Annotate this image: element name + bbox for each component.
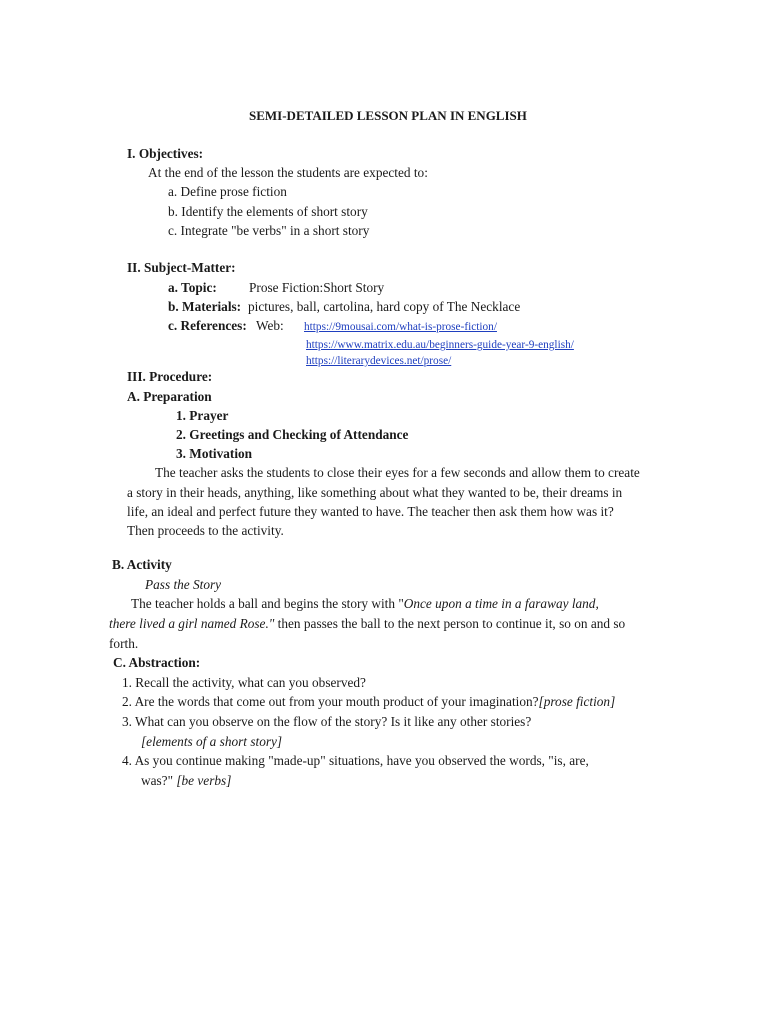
reference-link[interactable]: https://9mousai.com/what-is-prose-fiction/: [304, 321, 497, 333]
activity-text: [109, 615, 625, 633]
objectives-heading: I. Objectives:: [127, 146, 204, 161]
reference-link[interactable]: https://www.matrix.edu.au/beginners-guide-year-9-english/: [306, 339, 574, 351]
preparation-heading: A. Preparation: [127, 389, 212, 404]
activity-text: [131, 595, 599, 613]
question-text: was?": [141, 773, 177, 788]
motivation-text: Then proceeds to the activity.: [127, 523, 284, 538]
activity-text-quote: Once upon a time in a faraway land,: [403, 596, 599, 611]
objective-item: c. Integrate "be verbs" in a short story: [168, 223, 370, 238]
reference-link[interactable]: https://literarydevices.net/prose/: [306, 355, 452, 367]
topic-value: Prose Fiction:Short Story: [249, 280, 385, 295]
objective-item: a. Define prose fiction: [168, 184, 287, 199]
question-answer: [be verbs]: [176, 773, 232, 788]
procedure-heading: III. Procedure:: [127, 369, 213, 384]
references-web-label: Web:: [256, 318, 284, 333]
materials-label: b. Materials:: [168, 299, 242, 314]
abstraction-question: [122, 693, 615, 711]
page-title: SEMI-DETAILED LESSON PLAN IN ENGLISH: [249, 108, 527, 123]
preparation-step: 2. Greetings and Checking of Attendance: [176, 427, 409, 442]
question-answer: [elements of a short story]: [141, 734, 283, 749]
references-label: c. References:: [168, 318, 247, 333]
question-text: 2. Are the words that come out from your mouth product of your imagination?: [122, 694, 539, 709]
activity-text-quote: there lived a girl named Rose.": [109, 616, 275, 631]
activity-text-plain: then passes the ball to the next person to continue it, so on and so: [274, 616, 626, 631]
preparation-step: 3. Motivation: [176, 446, 253, 461]
preparation-step: 1. Prayer: [176, 408, 229, 423]
activity-name: Pass the Story: [145, 577, 222, 592]
activity-text: forth.: [109, 636, 139, 651]
topic-label: a. Topic:: [168, 280, 217, 295]
objectives-intro: At the end of the lesson the students are expected to:: [148, 165, 428, 180]
materials-value: pictures, ball, cartolina, hard copy of The Necklace: [248, 299, 521, 314]
objective-item: b. Identify the elements of short story: [168, 204, 368, 219]
activity-text-plain: The teacher holds a ball and begins the story with ": [131, 596, 404, 611]
abstraction-question: 4. As you continue making "made-up" situations, have you observed the words, "is, are,: [122, 753, 589, 768]
abstraction-heading: C. Abstraction:: [113, 655, 201, 670]
motivation-text: life, an ideal and perfect future they wanted to have. The teacher then ask them how was it?: [127, 504, 614, 519]
question-answer: [prose fiction]: [538, 694, 616, 709]
activity-heading: B. Activity: [112, 557, 172, 572]
abstraction-question-cont: [141, 772, 231, 790]
motivation-text: The teacher asks the students to close their eyes for a few seconds and allow them to create: [155, 465, 640, 480]
motivation-text: a story in their heads, anything, like something about what they wanted to be, their dreams in: [127, 485, 623, 500]
abstraction-question: 1. Recall the activity, what can you observed?: [122, 675, 366, 690]
subject-matter-heading: II. Subject-Matter:: [127, 260, 236, 275]
abstraction-question: 3. What can you observe on the flow of the story? Is it like any other stories?: [122, 714, 532, 729]
